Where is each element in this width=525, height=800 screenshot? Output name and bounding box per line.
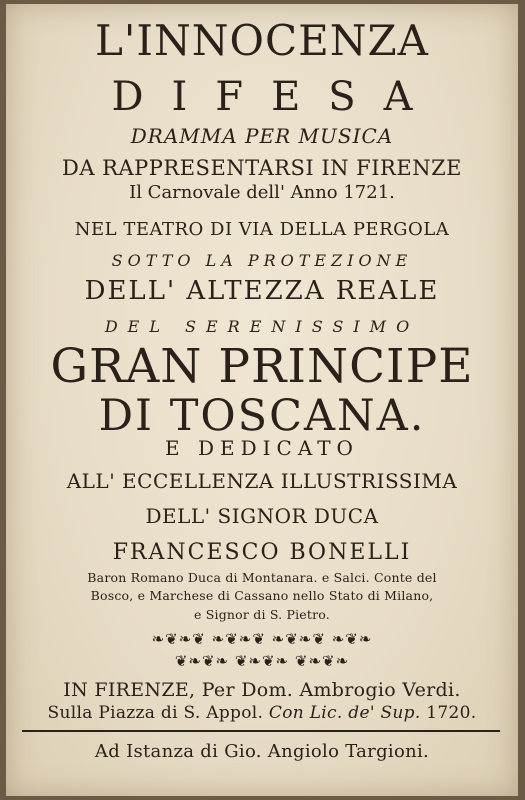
imprint-line-1: IN FIRENZE, Per Dom. Ambrogio Verdi. (63, 679, 461, 701)
dedication-line-2: ALL' ECCELLENZA ILLUSTRISSIMA (66, 469, 458, 493)
subtitle: DRAMMA PER MUSICA (130, 124, 394, 148)
imprint-year: 1720. (420, 703, 477, 723)
imprint-place: Sulla Piazza di S. Appol. (47, 703, 269, 723)
performance-line-2: Il Carnovale dell' Anno 1721. (129, 182, 395, 203)
title-line-1: L'INNOCENZA (94, 16, 430, 65)
performance-line-1: DA RAPPRESENTARSI IN FIRENZE (62, 156, 462, 180)
dedication-line-3: DELL' SIGNOR DUCA (145, 504, 379, 528)
titles-line-3: e Signor di S. Pietro. (194, 607, 330, 622)
ornament-row-1: ❧❦❧❦ ❧❦❧❦ ❧❦❧❦ ❧❦❧ (151, 630, 373, 648)
dedication-line-1: E DEDICATO (165, 436, 359, 460)
imprint-licence: Con Lic. de' Sup. (268, 703, 421, 723)
protection-line-3: DEL SERENISSIMO (104, 317, 420, 336)
horizontal-rule (22, 730, 500, 732)
titles-line-2: Bosco, e Marchese di Cassano nello Stato di Milano, (90, 588, 434, 603)
title-line-2: DIFESA (111, 74, 441, 120)
ornament-row-2: ❦❧❦❧ ❦❧❦❧ ❦❧❦❧ (174, 652, 350, 670)
theatre-line: NEL TEATRO DI VIA DELLA PERGOLA (74, 219, 450, 240)
title-page (6, 4, 518, 796)
protection-line-2: DELL' ALTEZZA REALE (84, 276, 440, 306)
prince-line-2: DI TOSCANA. (98, 391, 426, 441)
titles-line-1: Baron Romano Duca di Montanara. e Salci. Conte del (87, 570, 437, 585)
dedicatee-name: FRANCESCO BONELLI (112, 540, 412, 565)
protection-line-1: SOTTO LA PROTEZIONE (111, 251, 413, 270)
footer-line: Ad Istanza di Gio. Angiolo Targioni. (94, 741, 430, 762)
imprint-line-2 (6, 703, 518, 723)
prince-line-1: GRAN PRINCIPE (50, 339, 474, 394)
